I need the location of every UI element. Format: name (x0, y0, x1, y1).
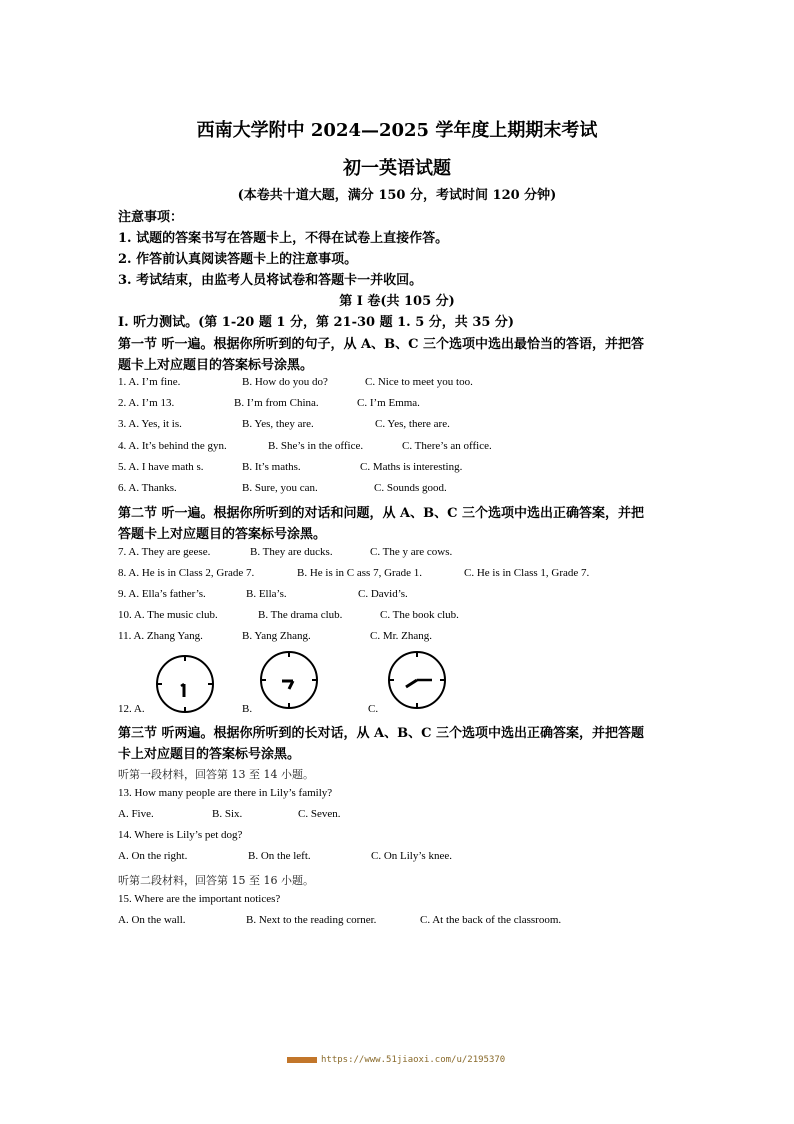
exam-info: (本卷共十道大题，满分 150 分，考试时间 120 分钟) (237, 188, 557, 203)
q8-option-b: B. He is in C ass 7, Grade 1. (297, 567, 422, 579)
section3-instruction-line2: 卡上对应题目的答案标号涂黑。 (118, 747, 301, 762)
q9-option-a: 9. A. Ella’s father’s. (118, 588, 206, 600)
q7-option-c: C. The y are cows. (370, 546, 453, 558)
exam-title: 西南大学附中 2024—2025 学年度上期期末考试 (196, 120, 598, 141)
q9-option-c: C. David’s. (358, 588, 408, 600)
clock-a-icon (154, 654, 216, 714)
q10-option-a: 10. A. The music club. (118, 609, 218, 621)
footer-url[interactable]: https://www.51jiaoxi.com/u/2195370 (321, 1055, 506, 1065)
section2-instruction-line2: 答题卡上对应题目的答案标号涂黑。 (118, 527, 327, 542)
q11-option-c: C. Mr. Zhang. (370, 630, 433, 642)
q6-option-b: B. Sure, you can. (242, 482, 318, 494)
q8-option-a: 8. A. He is in Class 2, Grade 7. (118, 567, 255, 579)
q3-option-b: B. Yes, they are. (242, 418, 314, 430)
q13-stem: 13. How many people are there in Lily’s family? (118, 787, 333, 799)
q6-option-a: 6. A. Thanks. (118, 482, 177, 494)
q14-option-b: B. On the left. (248, 850, 311, 862)
q13-option-b: B. Six. (212, 808, 243, 820)
clock-c-icon (386, 650, 448, 710)
exam-subtitle: 初一英语试题 (343, 158, 451, 179)
q5-option-a: 5. A. I have math s. (118, 461, 204, 473)
q14-option-a: A. On the right. (118, 850, 188, 862)
q15-option-c: C. At the back of the classroom. (420, 914, 562, 926)
q15-option-b: B. Next to the reading corner. (246, 914, 377, 926)
q11-option-a: 11. A. Zhang Yang. (118, 630, 203, 642)
q4-option-a: 4. A. It’s behind the gyn. (118, 440, 227, 452)
q1-option-b: B. How do you do? (242, 376, 328, 388)
q1-option-a: 1. A. I’m fine. (118, 376, 181, 388)
q15-stem: 15. Where are the important notices? (118, 893, 281, 905)
q14-option-c: C. On Lily’s knee. (371, 850, 452, 862)
q4-option-c: C. There’s an office. (402, 440, 492, 452)
q13-option-c: C. Seven. (298, 808, 341, 820)
notice-item-3: 3. 考试结束，由监考人员将试卷和答题卡一并收回。 (118, 273, 423, 288)
section2-instruction-line1: 第二节 听一遍。根据你所听到的对话和问题，从 A、B、C 三个选项中选出正确答案，并把 (118, 506, 644, 521)
notice-item-1: 1. 试题的答案书写在答题卡上，不得在试卷上直接作答。 (118, 231, 449, 246)
q2-option-a: 2. A. I’m 13. (118, 397, 175, 409)
q13-option-a: A. Five. (118, 808, 154, 820)
material1-note: 听第一段材料，回答第 13 至 14 小题。 (118, 768, 314, 781)
q9-option-b: B. Ella’s. (246, 588, 287, 600)
site-logo-icon (287, 1057, 317, 1063)
q8-option-c: C. He is in Class 1, Grade 7. (464, 567, 590, 579)
q1-option-c: C. Nice to meet you too. (365, 376, 473, 388)
q2-option-b: B. I’m from China. (234, 397, 319, 409)
section1-instruction-line2: 题卡上对应题目的答案标号涂黑。 (118, 358, 314, 373)
q12-option-c: C. (368, 703, 379, 715)
q15-option-a: A. On the wall. (118, 914, 186, 926)
section3-instruction-line1: 第三节 听两遍。根据你所听到的长对话，从 A、B、C 三个选项中选出正确答案，并把答题 (118, 726, 644, 741)
q3-option-c: C. Yes, there are. (375, 418, 450, 430)
q11-option-b: B. Yang Zhang. (242, 630, 311, 642)
q2-option-c: C. I’m Emma. (357, 397, 420, 409)
q7-option-a: 7. A. They are geese. (118, 546, 211, 558)
part1-title: 第 I 卷(共 105 分) (339, 294, 455, 309)
q14-stem: 14. Where is Lily’s pet dog? (118, 829, 243, 841)
q6-option-c: C. Sounds good. (374, 482, 447, 494)
footer (287, 1055, 505, 1065)
notice-item-2: 2. 作答前认真阅读答题卡上的注意事项。 (118, 252, 358, 267)
q10-option-c: C. The book club. (380, 609, 459, 621)
q12-option-a: 12. A. (118, 703, 145, 715)
q5-option-b: B. It’s maths. (242, 461, 301, 473)
listening-title: I. 听力测试。(第 1-20 题 1 分，第 21-30 题 1. 5 分，共 35 分) (118, 315, 515, 330)
q7-option-b: B. They are ducks. (250, 546, 333, 558)
q4-option-b: B. She’s in the office. (268, 440, 364, 452)
q3-option-a: 3. A. Yes, it is. (118, 418, 182, 430)
clock-b-icon (258, 650, 320, 710)
section1-instruction-line1: 第一节 听一遍。根据你所听到的句子，从 A、B、C 三个选项中选出最恰当的答语，并把答 (118, 337, 644, 352)
q10-option-b: B. The drama club. (258, 609, 343, 621)
material2-note: 听第二段材料，回答第 15 至 16 小题。 (118, 874, 314, 887)
q12-option-b: B. (242, 703, 253, 715)
q5-option-c: C. Maths is interesting. (360, 461, 463, 473)
notice-heading: 注意事项： (118, 210, 184, 225)
